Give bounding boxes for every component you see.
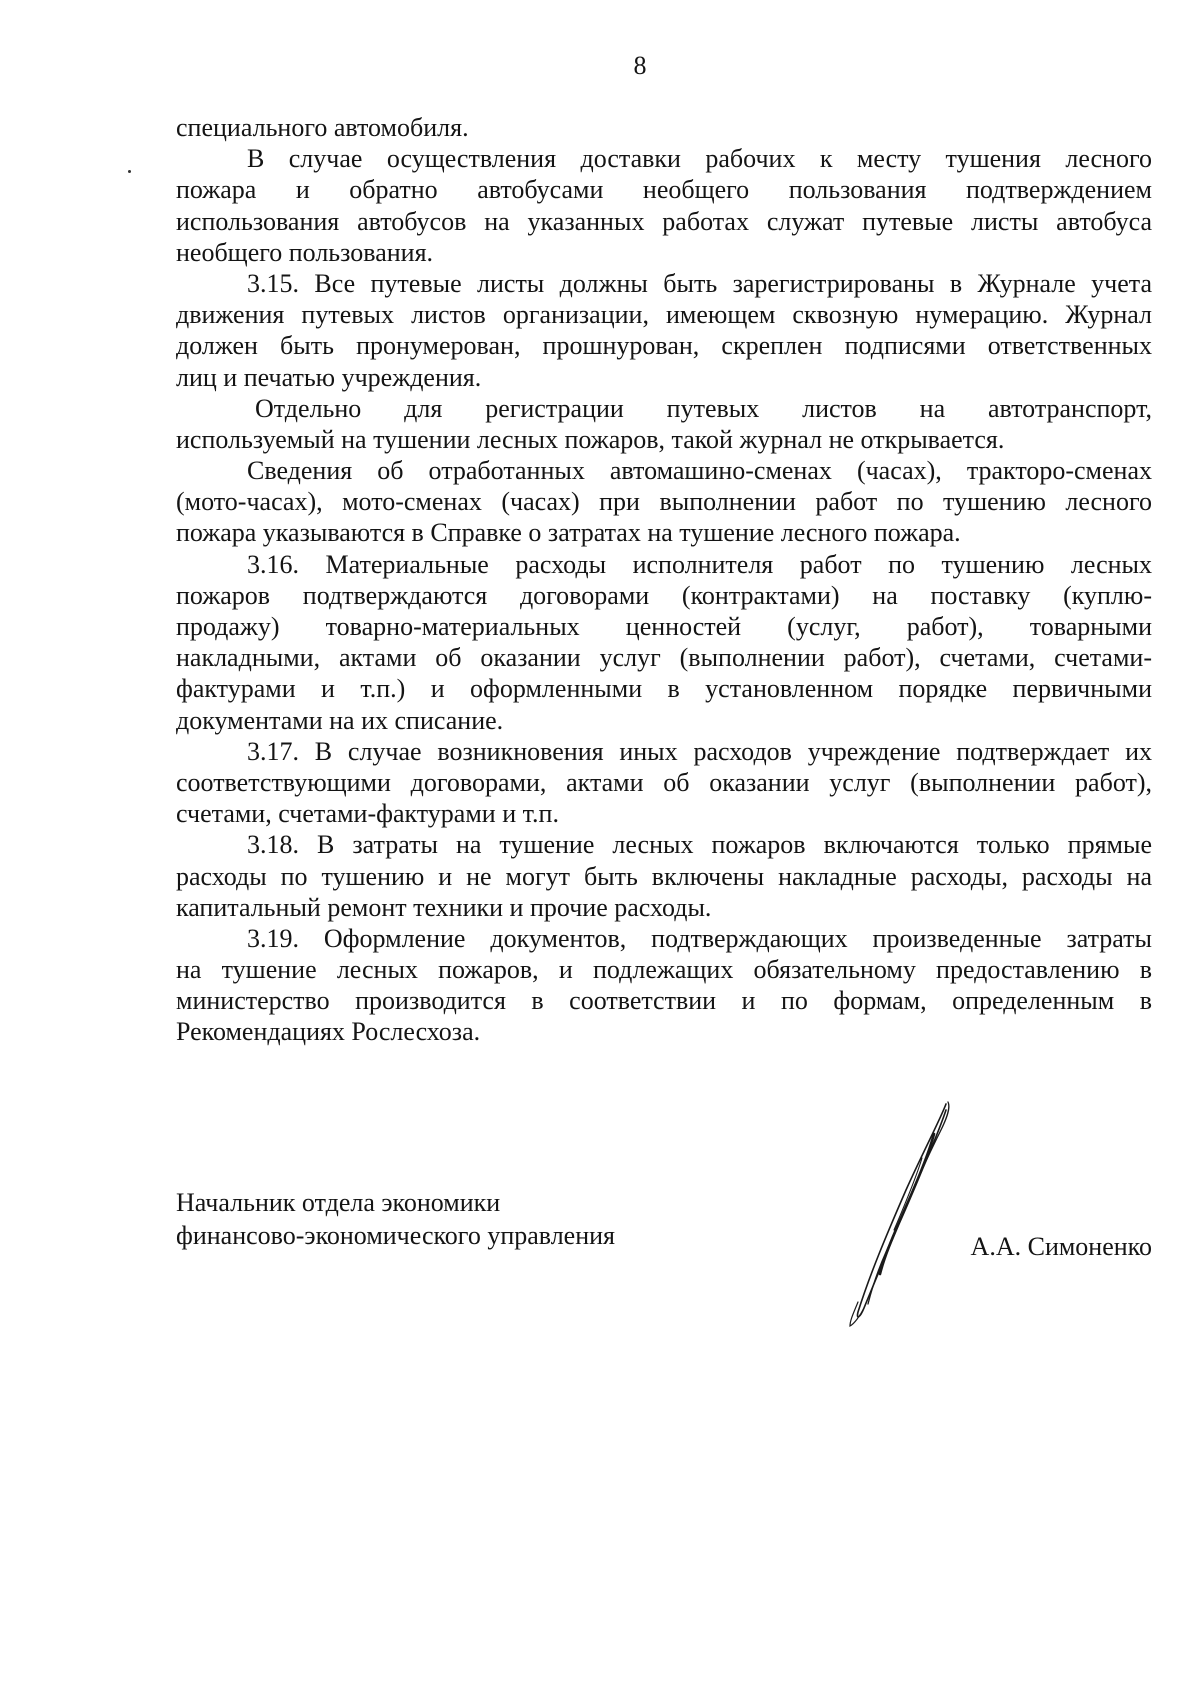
- text-line: накладными, актами об оказании услуг (выполнении работ), счетами, счетами-: [176, 643, 1152, 673]
- text-line: пожара и обратно автобусами необщего пользования подтверждением: [176, 175, 1152, 205]
- signer-position-line-1: Начальник отдела экономики: [176, 1188, 501, 1217]
- signature-block: [176, 1186, 1152, 1306]
- paragraph-buses: [176, 143, 1152, 268]
- text-line: продажу) товарно-материальных ценностей (услуг, работ), товарными: [176, 612, 1152, 641]
- paragraph-3-17: [176, 736, 1152, 830]
- text-line: 3.15. Все путевые листы должны быть зарегистрированы в Журнале учета: [247, 268, 1152, 298]
- signer-position-line-2: финансово-экономического управления: [176, 1221, 616, 1250]
- paragraph-3-18: [176, 829, 1152, 923]
- text-line: должен быть пронумерован, прошнурован, скреплен подписями ответственных: [176, 331, 1152, 361]
- text-line: Рекомендациях Рослесхоза.: [176, 1017, 481, 1047]
- text-line: используемый на тушении лесных пожаров, такой журнал не открывается.: [176, 424, 1005, 454]
- paragraph-shifts: [176, 455, 1152, 549]
- page-number: 8: [633, 51, 647, 80]
- text-line: 3.18. В затраты на тушение лесных пожаров включаются только прямые: [247, 830, 1152, 860]
- scan-speck: [128, 170, 131, 173]
- text-line: соответствующими договорами, актами об оказании услуг (выполнении работ),: [176, 767, 1152, 797]
- text-line: движения путевых листов организации, имеющем сквозную нумерацию. Журнал: [176, 300, 1152, 330]
- text-line: на тушение лесных пожаров, и подлежащих обязательному предоставлению в: [176, 955, 1152, 985]
- signer-position: [176, 1186, 615, 1252]
- text-line: капитальный ремонт техники и прочие расходы.: [176, 892, 712, 922]
- text-line: Отдельно для регистрации путевых листов на автотранспорт,: [255, 393, 1152, 423]
- text-line: 3.19. Оформление документов, подтверждающих произведенные затраты: [247, 923, 1152, 953]
- document-body: [176, 112, 1152, 1048]
- text-line: фактурами и т.п.) и оформленными в установленном порядке первичными: [176, 674, 1152, 704]
- paragraph-3-15: [176, 268, 1152, 393]
- text-line: Сведения об отработанных автомашино-сменах (часах), тракторо-сменах: [247, 456, 1152, 486]
- text-line: специального автомобиля.: [176, 113, 469, 142]
- text-line: документами на их списание.: [176, 705, 504, 735]
- text-line: лиц и печатью учреждения.: [176, 362, 482, 392]
- paragraph-carry: [176, 112, 1152, 143]
- signer-name: А.А. Симоненко: [970, 1232, 1152, 1261]
- paragraph-3-19: [176, 923, 1152, 1048]
- text-line: В случае осуществления доставки рабочих к месту тушения лесного: [247, 144, 1152, 174]
- text-line: расходы по тушению и не могут быть включены накладные расходы, расходы на: [176, 861, 1152, 891]
- paragraph-3-16: [176, 549, 1152, 736]
- text-line: счетами, счетами-фактурами и т.п.: [176, 799, 559, 829]
- text-line: министерство производится в соответствии и по формам, определенным в: [176, 986, 1152, 1016]
- text-line: 3.17. В случае возникновения иных расходов учреждение подтверждает их: [247, 736, 1152, 766]
- text-line: использования автобусов на указанных работах служат путевые листы автобуса: [176, 206, 1152, 236]
- text-line: пожара указываются в Справке о затратах на тушение лесного пожара.: [176, 518, 961, 548]
- text-line: необщего пользования.: [176, 237, 434, 267]
- text-line: 3.16. Материальные расходы исполнителя работ по тушению лесных: [247, 549, 1152, 579]
- text-line: (мото-часах), мото-сменах (часах) при выполнении работ по тушению лесного: [176, 487, 1152, 517]
- paragraph-separately: [176, 393, 1152, 455]
- text-line: пожаров подтверждаются договорами (контрактами) на поставку (куплю-: [176, 580, 1152, 610]
